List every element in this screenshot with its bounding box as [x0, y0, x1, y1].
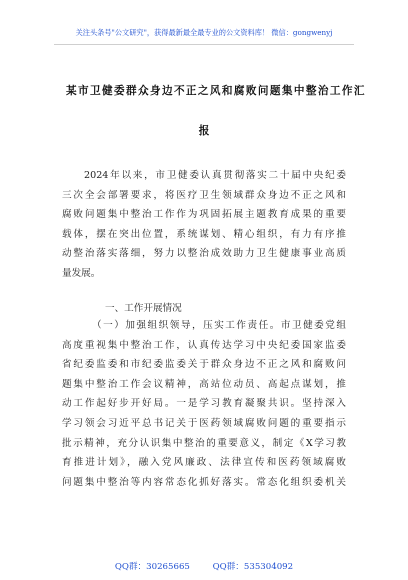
page-header-promo: 关注头条号"公文研究"，获得最新最全最专业的公文资料库！ 微信：gongwenyj: [75, 28, 333, 37]
paragraph-line: 三次全会部署要求，将医疗卫生领域群众身边不正之风和: [62, 189, 346, 201]
paragraph-line: 批示精神，充分认识集中整治的重要意义，制定《X学习教: [62, 437, 346, 449]
paragraph-line: 题集中整治工作会议精神，高站位动员、高起点谋划，推: [62, 378, 346, 390]
document-title: 某市卫健委群众身边不正之风和腐败问题集中整治工作汇: [66, 85, 366, 97]
section-heading: 一、工作开展情况: [105, 303, 182, 314]
paragraph-line: 高度重视集中整治工作，认真传达学习中央纪委国家监委: [62, 339, 346, 351]
paragraph-line: 育推进计划》，融入党风廉政、法律宣传和医药领域腐败: [62, 457, 346, 469]
qq-group-1: QQ群：30265665: [114, 562, 190, 572]
document-title-continued: 报: [198, 125, 210, 137]
page-footer-contact: [0, 560, 408, 572]
paragraph-line: 动工作起好步开好局。一是学习教育凝聚共识。坚持深入: [62, 398, 346, 410]
paragraph-line: 腐败问题集中整治工作作为巩固拓展主题教育成果的重要: [62, 209, 346, 221]
intro-paragraph: [62, 166, 346, 284]
paragraph-line: 2024年以来，市卫健委认真贯彻落实二十届中央纪委: [84, 170, 346, 181]
paragraph-line: 省纪委监委和市纪委监委关于群众身边不正之风和腐败问: [62, 359, 346, 371]
paragraph-line: 载体，摆在突出位置，系统谋划、精心组织，有力有序推: [62, 228, 346, 240]
header-divider: [54, 44, 354, 45]
body-paragraph: [62, 316, 346, 492]
paragraph-line: 动整治落实落细，努力以整治成效助力卫生健康事业高质: [62, 248, 346, 260]
paragraph-line: 学习领会习近平总书记关于医药领域腐败问题的重要指示: [62, 417, 346, 429]
paragraph-line: （一）加强组织领导，压实工作责任。市卫健委党组: [92, 320, 346, 331]
paragraph-line: 量发展。: [62, 267, 101, 279]
paragraph-line: 问题集中整治等内容常态化抓好落实。常态化组织委机关: [62, 476, 346, 488]
qq-group-2: QQ群：535304092: [212, 562, 294, 572]
